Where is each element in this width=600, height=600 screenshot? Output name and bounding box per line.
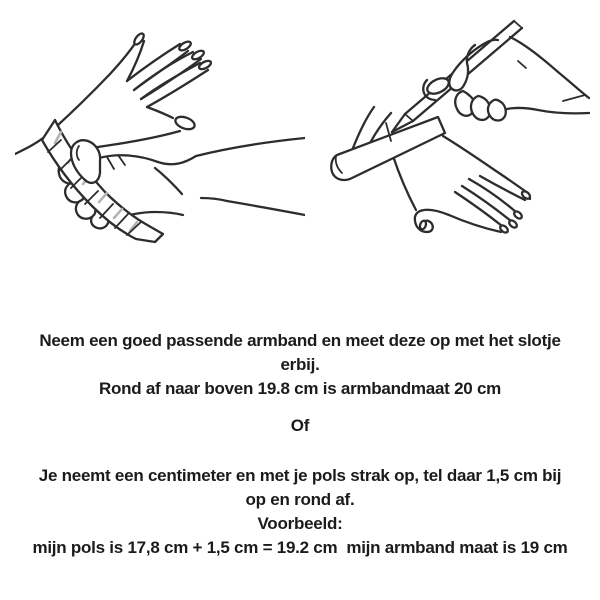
- paper-strip: [331, 117, 445, 180]
- fingernail-icon: [513, 210, 523, 220]
- separator-of: Of: [290, 416, 310, 435]
- fingernail-icon: [191, 49, 205, 61]
- method2-text: [0, 464, 600, 560]
- instruction-line: Voorbeeld:: [257, 514, 343, 533]
- instruction-line: op en rond af.: [245, 490, 355, 509]
- instruction-line: erbij.: [280, 355, 320, 374]
- lower-hand: [393, 136, 531, 234]
- thumbnail-icon: [419, 220, 427, 230]
- mark-strip-with-pen-illustration: [322, 10, 590, 265]
- fingernail-icon: [178, 40, 192, 52]
- fingernail-icon: [508, 219, 518, 229]
- method1-text: [0, 329, 600, 401]
- instruction-line: Neem een goed passende armband en meet deze op met het slotje: [39, 331, 561, 350]
- instruction-line: Je neemt een centimeter en met je pols strak op, tel daar 1,5 cm bij: [38, 466, 562, 485]
- thumbnail-icon: [425, 75, 451, 97]
- instruction-line: Rond af naar boven 19.8 cm is armbandmaat 20 cm: [98, 379, 502, 398]
- thumbnail-icon: [174, 114, 197, 131]
- instructions-text: [0, 329, 600, 560]
- measure-wrist-with-tape-illustration: [15, 10, 305, 265]
- instruction-line: mijn pols is 17,8 cm + 1,5 cm = 19.2 cm mijn armband maat is 19 cm: [32, 538, 568, 557]
